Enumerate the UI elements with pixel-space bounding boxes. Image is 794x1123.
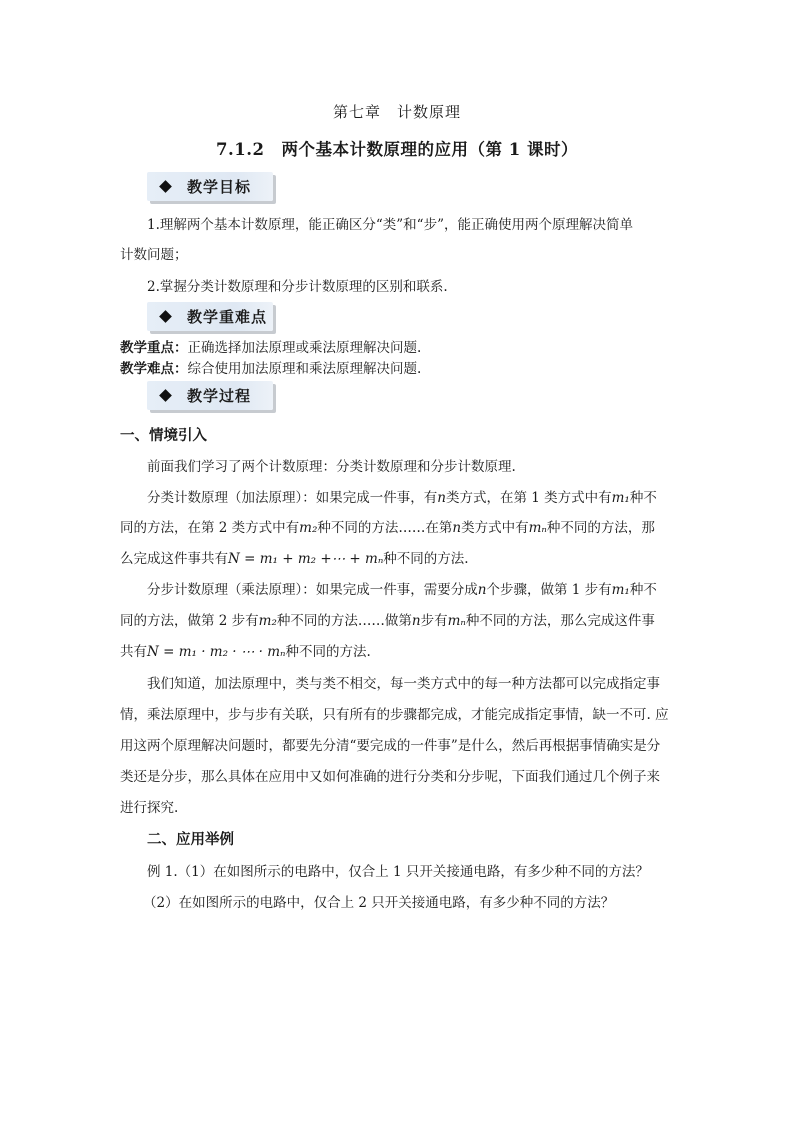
text-span: 种不 bbox=[629, 582, 657, 598]
addition-principle-line-2 bbox=[120, 516, 680, 536]
text-span: 种不同的方法，那么完成这件事 bbox=[465, 613, 655, 629]
text-span: 类方式中有 bbox=[461, 520, 529, 536]
text-span: 种不同的方法. bbox=[383, 551, 469, 567]
key-difficulty-line bbox=[120, 357, 680, 377]
multiplication-principle-line-3 bbox=[120, 640, 680, 660]
intro-paragraph-4-line-2: 情，乘法原理中，步与步有关联，只有所有的步骤都完成，才能完成指定事情，缺一不可. 应 bbox=[120, 707, 669, 723]
multiplication-formula: N = m₁ · m₂ · ⋯ · mₙ bbox=[147, 644, 286, 660]
lesson-title: 7.1.2 两个基本计数原理的应用（第 1 课时） bbox=[216, 140, 578, 159]
text-span: 分步计数原理（乘法原理）：如果完成一件事，需要分成 bbox=[147, 582, 478, 598]
example-1-part-1: 例 1.（1）在如图所示的电路中，仅合上 1 只开关接通电路，有多少种不同的方法？ bbox=[147, 864, 649, 880]
key-difficulty-text: 综合使用加法原理和乘法原理解决问题. bbox=[187, 361, 422, 377]
intro-paragraph-1: 前面我们学习了两个计数原理：分类计数原理和分步计数原理. bbox=[147, 459, 516, 475]
key-focus-text: 正确选择加法原理或乘法原理解决问题. bbox=[187, 340, 422, 356]
examples-heading: 二、应用举例 bbox=[147, 831, 234, 848]
math-symbol: n bbox=[437, 490, 446, 506]
section-label: 教学过程 bbox=[187, 387, 252, 405]
text-span: 种不 bbox=[629, 490, 657, 506]
addition-principle-line-1 bbox=[147, 486, 707, 506]
text-span: 同的方法，做第 2 步有 bbox=[120, 613, 259, 629]
math-symbol: mₙ bbox=[447, 613, 466, 629]
text-span: 分类计数原理（加法原理）：如果完成一件事，有 bbox=[147, 490, 438, 506]
text-span: 种不同的方法……在第 bbox=[317, 520, 453, 536]
section-tab-objectives bbox=[147, 172, 273, 201]
section-label: 教学重难点 bbox=[187, 308, 268, 326]
objective-item-1-line-2: 计数问题； bbox=[120, 247, 188, 263]
key-difficulty-label: 教学难点： bbox=[120, 361, 188, 377]
intro-paragraph-4-line-1: 我们知道，加法原理中，类与类不相交，每一类方式中的每一种方法都可以完成指定事 bbox=[147, 676, 660, 692]
text-span: 种不同的方法. bbox=[285, 644, 371, 660]
example-1-part-2: （2）在如图所示的电路中，仅合上 2 只开关接通电路，有多少种不同的方法？ bbox=[143, 895, 615, 911]
diamond-bullet-icon bbox=[159, 389, 172, 402]
key-focus-label: 教学重点： bbox=[120, 340, 188, 356]
intro-paragraph-4-line-3: 用这两个原理解决问题时，都要先分清“要完成的一件事”是什么，然后再根据事情确实是分 bbox=[120, 738, 661, 754]
key-focus-line bbox=[120, 336, 680, 356]
section-tab-key-points bbox=[147, 302, 273, 331]
objective-item-2: 2.掌握分类计数原理和分步计数原理的区别和联系. bbox=[147, 279, 448, 295]
text-span: 种不同的方法，那 bbox=[546, 520, 655, 536]
text-span: 种不同的方法……做第 bbox=[276, 613, 412, 629]
math-symbol: m₂ bbox=[258, 613, 277, 629]
text-span: 同的方法，在第 2 类方式中有 bbox=[120, 520, 300, 536]
text-span: 个步骤，做第 1 步有 bbox=[486, 582, 612, 598]
math-symbol: m₁ bbox=[611, 582, 630, 598]
multiplication-principle-line-1 bbox=[147, 578, 707, 598]
text-span: 共有 bbox=[120, 644, 147, 660]
text-span: 类方式，在第 1 类方式中有 bbox=[445, 490, 612, 506]
chapter-title: 第七章 计数原理 bbox=[332, 103, 461, 121]
math-symbol: m₁ bbox=[611, 490, 630, 506]
diamond-bullet-icon bbox=[159, 180, 172, 193]
objective-item-1-line-1: 1.理解两个基本计数原理，能正确区分“类”和“步”，能正确使用两个原理解决简单 bbox=[147, 217, 633, 233]
section-tab-process bbox=[147, 381, 273, 410]
math-symbol: m₂ bbox=[299, 520, 318, 536]
math-symbol: n bbox=[452, 520, 462, 536]
intro-paragraph-4-line-4: 类还是分步，那么具体在应用中又如何准确的进行分类和分步呢，下面我们通过几个例子来 bbox=[120, 769, 660, 785]
addition-principle-line-3 bbox=[120, 547, 680, 567]
multiplication-principle-line-2 bbox=[120, 609, 680, 629]
math-symbol: n bbox=[477, 582, 487, 598]
math-symbol: n bbox=[411, 613, 421, 629]
diamond-bullet-icon bbox=[159, 310, 172, 323]
addition-formula: N = m₁ + m₂ +⋯ + mₙ bbox=[228, 551, 384, 567]
section-label: 教学目标 bbox=[187, 178, 252, 196]
math-symbol: mₙ bbox=[528, 520, 547, 536]
intro-paragraph-4-line-5: 进行探究. bbox=[120, 800, 179, 816]
intro-heading: 一、情境引入 bbox=[120, 427, 207, 444]
text-span: 么完成这件事共有 bbox=[120, 551, 228, 567]
text-span: 步有 bbox=[420, 613, 448, 629]
